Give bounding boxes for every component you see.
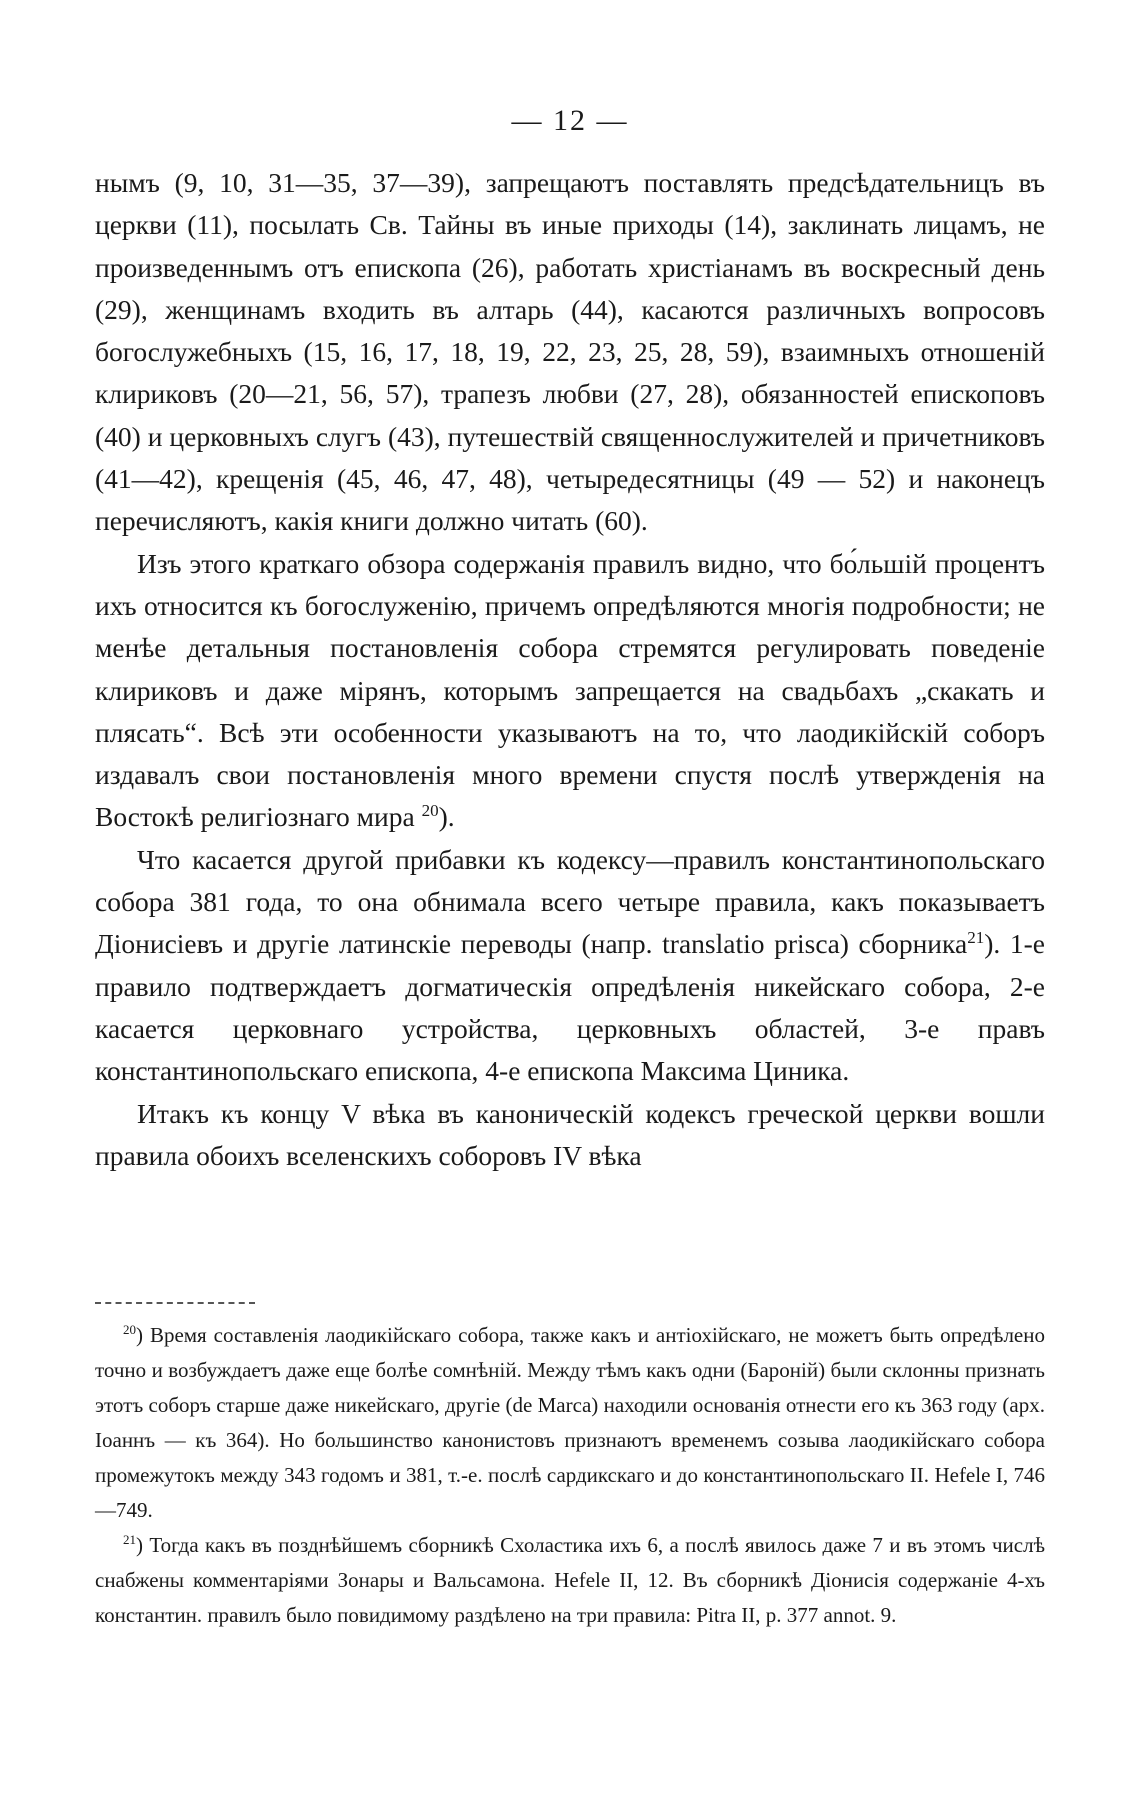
footnote-separator: [95, 1302, 255, 1304]
paragraph-2: [95, 543, 1045, 839]
paragraph-2-text: Изъ этого краткаго обзора содержанія правилъ видно, что бо́льшій процентъ ихъ относится къ богослуженію, причемъ опредѣляются многія подробности; не менѣе детальныя постановленія собора стремятся регулировать поведеніе клириковъ и даже мірянъ, которымъ запрещается на свадьбахъ „скакать и плясать“. Всѣ эти особенности указываютъ на то, что лаодикійскій соборъ издавалъ свои постановленія много времени спустя послѣ утвержденія на Востокѣ религіознаго мира: [95, 547, 1045, 833]
footnote-20: [95, 1318, 1045, 1528]
footnote-20-marker: 20: [123, 1322, 137, 1337]
paragraph-3-text: Что касается другой прибавки къ кодексу—правилъ константинопольскаго собора 381 года, то она обнимала всего четыре правила, какъ показываетъ Діонисіевъ и другіе латинскіе переводы (напр. translatio prisca) сборника: [95, 843, 1045, 960]
main-text: [95, 162, 1045, 1177]
footnote-21: [95, 1528, 1045, 1633]
paragraph-2-tail: ).: [438, 801, 455, 833]
paragraph-3: [95, 839, 1045, 1093]
footnote-21-marker: 21: [123, 1532, 137, 1547]
paragraph-4: Итакъ къ концу V вѣка въ каноническій кодексъ греческой церкви вошли правила обоихъ вселенскихъ соборовъ IV вѣка: [95, 1097, 1045, 1171]
footnote-20-text: ) Время составленія лаодикійскаго собора, также какъ и антіохійскаго, не можетъ быть опредѣлено точно и возбуждаетъ даже еще болѣе сомнѣній. Между тѣмъ какъ одни (Бароній) были склонны признать этотъ соборъ старше даже никейскаго, другіе (de Marca) находили основанія отнести его къ 363 году (арх. Іоаннъ — къ 364). Но большинство канонистовъ признаютъ временемъ созыва лаодикійскаго собора промежутокъ между 343 годомъ и 381, т.-е. послѣ сардикскаго и до константинопольскаго II. Hefele I, 746—749.: [95, 1323, 1045, 1522]
page-number: — 12 —: [511, 104, 629, 137]
footnote-ref-21: 21: [967, 928, 985, 948]
paragraph-1: нымъ (9, 10, 31—35, 37—39), запрещаютъ поставлять предсѣдательницъ въ церкви (11), посылать Св. Тайны въ иные приходы (14), заклинать лицамъ, не произведеннымъ отъ епископа (26), работать христіанамъ въ воскресный день (29), женщинамъ входить въ алтарь (44), касаются различныхъ вопросовъ богослужебныхъ (15, 16, 17, 18, 19, 22, 23, 25, 28, 59), взаимныхъ отношеній клириковъ (20—21, 56, 57), трапезъ любви (27, 28), обязанностей епископовъ (40) и церковныхъ слугъ (43), путешествій священнослужителей и причетниковъ (41—42), крещенія (45, 46, 47, 48), четыредесятницы (49 — 52) и наконецъ перечисляютъ, какія книги должно читать (60).: [95, 167, 1045, 537]
paragraph-3-tail: ). 1-е правило подтверждаетъ догматическія опредѣленія никейскаго собора, 2-е касается церковнаго устройства, церковныхъ областей, 3-е правъ константинопольскаго епископа, 4-е епископа Максима Циника.: [95, 928, 1045, 1087]
footnotes: [95, 1318, 1045, 1633]
footnote-ref-20: 20: [421, 801, 439, 821]
footnote-21-text: ) Тогда какъ въ позднѣйшемъ сборникѣ Схоластика ихъ 6, а послѣ явилось даже 7 и въ этомъ числѣ снабжены комментаріями Зонары и Вальсамона. Hefele II, 12. Въ сборникѣ Діонисія содержаніе 4-хъ константин. правилъ было повидимому раздѣлено на три правила: Pitra II, p. 377 annot. 9.: [95, 1533, 1045, 1627]
